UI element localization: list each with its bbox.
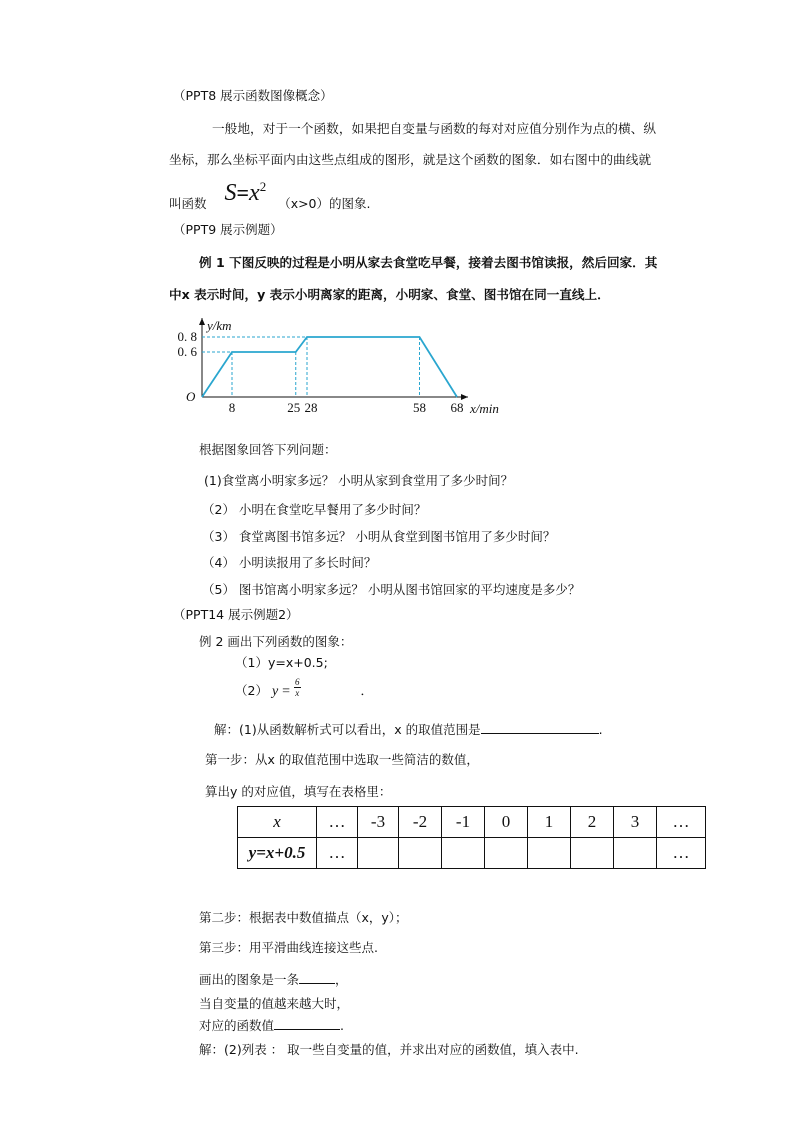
step-1: 第一步：从x 的取值范围中选取一些简洁的数值， bbox=[205, 752, 479, 767]
y-tick-label: 0. 6 bbox=[177, 344, 197, 359]
table-cell: … bbox=[317, 838, 358, 869]
table-cell: -1 bbox=[442, 807, 485, 838]
series-line bbox=[202, 337, 457, 397]
when-variable-increases: 当自变量的值越来越大时， bbox=[199, 996, 350, 1011]
table-cell: 1 bbox=[528, 807, 571, 838]
function-value-blank[interactable] bbox=[274, 1017, 340, 1030]
table-cell: … bbox=[657, 807, 706, 838]
step-2: 第二步：根据表中数值描点（x，y）； bbox=[199, 910, 408, 925]
question-1: (1)食堂离小明家多远？ 小明从家到食堂用了多少时间？ bbox=[204, 473, 514, 488]
fraction-6-over-x bbox=[294, 677, 301, 698]
example1-line-1: 例 1 下图反映的过程是小明从家去食堂吃早餐，接着去图书馆读报，然后回家．其 bbox=[199, 255, 658, 270]
value-table bbox=[237, 806, 706, 869]
table-cell-input[interactable] bbox=[528, 838, 571, 869]
question-4: （4） 小明读报用了多长时间？ bbox=[202, 555, 377, 570]
definition-line-3-post: （x>0）的图象. bbox=[278, 196, 371, 211]
example2-title: 例 2 画出下列函数的图象： bbox=[199, 634, 353, 649]
ppt9-note: （PPT9 展示例题） bbox=[173, 222, 283, 237]
example1-line-2: 中x 表示时间，y 表示小明离家的距离，小明家、食堂、图书馆在同一直线上． bbox=[169, 287, 610, 302]
x-tick-label: 58 bbox=[413, 400, 426, 415]
distance-time-chart bbox=[168, 310, 528, 420]
function-value-end: . bbox=[340, 1018, 344, 1033]
table-header-x: x bbox=[238, 807, 317, 838]
formula-exponent: 2 bbox=[259, 178, 267, 194]
table-cell: -3 bbox=[358, 807, 399, 838]
table-header-y bbox=[238, 838, 317, 869]
fraction-denominator: x bbox=[295, 688, 300, 698]
origin-label: O bbox=[186, 389, 196, 404]
x-tick-label: 8 bbox=[228, 400, 236, 415]
solution-1-end: . bbox=[598, 722, 603, 737]
formula-s: S bbox=[224, 180, 237, 206]
item-2-label: （2） bbox=[235, 683, 268, 698]
table-cell: 2 bbox=[571, 807, 614, 838]
questions-prompt: 根据图象回答下列问题： bbox=[199, 442, 337, 457]
graph-type-blank[interactable] bbox=[299, 971, 335, 984]
table-cell-input[interactable] bbox=[358, 838, 399, 869]
example2-item-2 bbox=[235, 677, 373, 698]
definition-line-1: 一般地，对于一个函数，如果把自变量与函数的每对对应值分别作为点的横、纵 bbox=[212, 121, 657, 136]
table-cell: … bbox=[657, 838, 706, 869]
question-3: （3） 食堂离图书馆多远？ 小明从食堂到图书馆用了多少时间？ bbox=[202, 529, 556, 544]
table-header-y-text: y=x+0.5 bbox=[248, 843, 306, 862]
definition-line-3-pre: 叫函数 bbox=[169, 196, 207, 211]
solution-1 bbox=[214, 720, 603, 738]
ppt14-note: （PPT14 展示例题2） bbox=[173, 607, 299, 622]
example2-item-1: （1）y=x+0.5; bbox=[235, 655, 328, 670]
y-tick-label: 0. 8 bbox=[177, 329, 197, 344]
x-axis-label: x/min bbox=[470, 401, 499, 416]
solution-2: 解：(2)列表 ： 取一些自变量的值，并求出对应的函数值，填入表中. bbox=[199, 1042, 579, 1057]
table-cell: 0 bbox=[485, 807, 528, 838]
x-tick-label: 25 bbox=[287, 400, 301, 415]
item-2-dot: ． bbox=[360, 683, 374, 698]
step-1b: 算出y 的对应值，填写在表格里： bbox=[205, 784, 392, 799]
x-tick-label: 68 bbox=[450, 400, 464, 415]
table-cell: 3 bbox=[614, 807, 657, 838]
question-2: （2） 小明在食堂吃早餐用了多少时间？ bbox=[202, 502, 427, 517]
definition-line-2: 坐标，那么坐标平面内由这些点组成的图形，就是这个函数的图象．如右图中的曲线就 bbox=[169, 152, 652, 167]
step-3: 第三步：用平滑曲线连接这些点. bbox=[199, 940, 378, 955]
table-row-x bbox=[238, 807, 706, 838]
solution-1-text: 解：(1)从函数解析式可以看出，x 的取值范围是 bbox=[214, 722, 481, 737]
y-axis-label: y/km bbox=[207, 318, 232, 333]
graph-is-end: ， bbox=[335, 972, 348, 987]
domain-blank[interactable] bbox=[481, 721, 599, 734]
table-cell: -2 bbox=[399, 807, 442, 838]
table-cell: … bbox=[317, 807, 358, 838]
table-cell-input[interactable] bbox=[485, 838, 528, 869]
table-cell-input[interactable] bbox=[571, 838, 614, 869]
definition-line-3 bbox=[169, 178, 371, 211]
graph-is-text: 画出的图象是一条 bbox=[199, 972, 300, 987]
function-value-line bbox=[199, 1016, 344, 1034]
formula-equals: = bbox=[236, 180, 250, 205]
x-tick-label: 28 bbox=[304, 400, 318, 415]
table-cell-input[interactable] bbox=[399, 838, 442, 869]
fraction-numerator: 6 bbox=[295, 677, 300, 687]
function-value-text: 对应的函数值 bbox=[199, 1018, 275, 1033]
graph-is-line bbox=[199, 970, 348, 988]
item-2-equals: = bbox=[282, 684, 291, 699]
table-row-y bbox=[238, 838, 706, 869]
question-5: （5） 图书馆离小明家多远？ 小明从图书馆回家的平均速度是多少？ bbox=[202, 582, 581, 597]
item-2-y: y bbox=[271, 684, 279, 699]
table-cell-input[interactable] bbox=[442, 838, 485, 869]
table-cell-input[interactable] bbox=[614, 838, 657, 869]
formula-x: x bbox=[249, 180, 260, 206]
y-axis-arrow bbox=[199, 318, 205, 325]
ppt8-note: （PPT8 展示函数图像概念） bbox=[173, 88, 333, 103]
